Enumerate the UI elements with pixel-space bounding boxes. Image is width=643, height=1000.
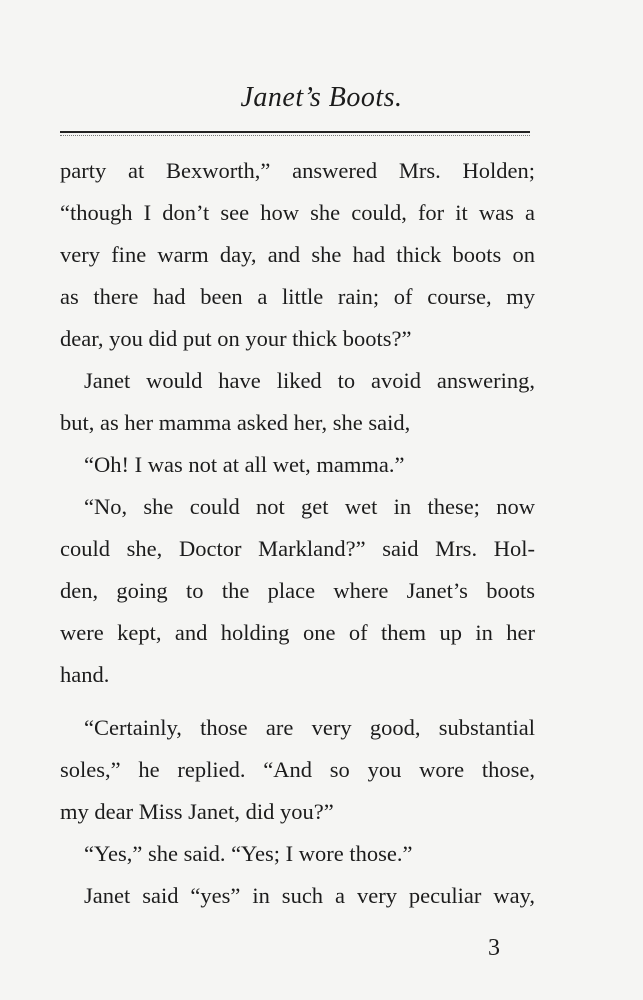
running-header: Janet’s Boots.: [240, 82, 403, 113]
header-rule: [60, 131, 530, 133]
text-line: “Oh! I was not at all wet, mamma.”: [84, 452, 405, 477]
text-line: Janet said “yes” in such a very peculiar way,: [84, 883, 535, 908]
text-line: very fine warm day, and she had thick boots on: [60, 242, 535, 267]
text-line: dear, you did put on your thick boots?”: [60, 326, 412, 351]
text-line: were kept, and holding one of them up in her: [60, 620, 535, 645]
text-line: den, going to the place where Janet’s boots: [60, 578, 535, 603]
text-line: “No, she could not get wet in these; now: [84, 494, 535, 519]
text-line: my dear Miss Janet, did you?”: [60, 799, 334, 824]
page-number: 3: [488, 935, 500, 961]
text-line: “Yes,” she said. “Yes; I wore those.”: [84, 841, 413, 866]
text-line: soles,” he replied. “And so you wore those,: [60, 757, 535, 782]
page-body-text: [60, 150, 535, 917]
paragraph-gap: [60, 696, 535, 707]
text-line: hand.: [60, 662, 110, 687]
text-line: party at Bexworth,” answered Mrs. Holden;: [60, 158, 535, 183]
text-line: as there had been a little rain; of course, my: [60, 284, 535, 309]
text-line: could she, Doctor Markland?” said Mrs. Hol-: [60, 536, 535, 561]
text-line: but, as her mamma asked her, she said,: [60, 410, 411, 435]
text-line: Janet would have liked to avoid answering,: [84, 368, 535, 393]
text-line: “Certainly, those are very good, substantial: [84, 715, 535, 740]
text-line: “though I don’t see how she could, for it was a: [60, 200, 535, 225]
